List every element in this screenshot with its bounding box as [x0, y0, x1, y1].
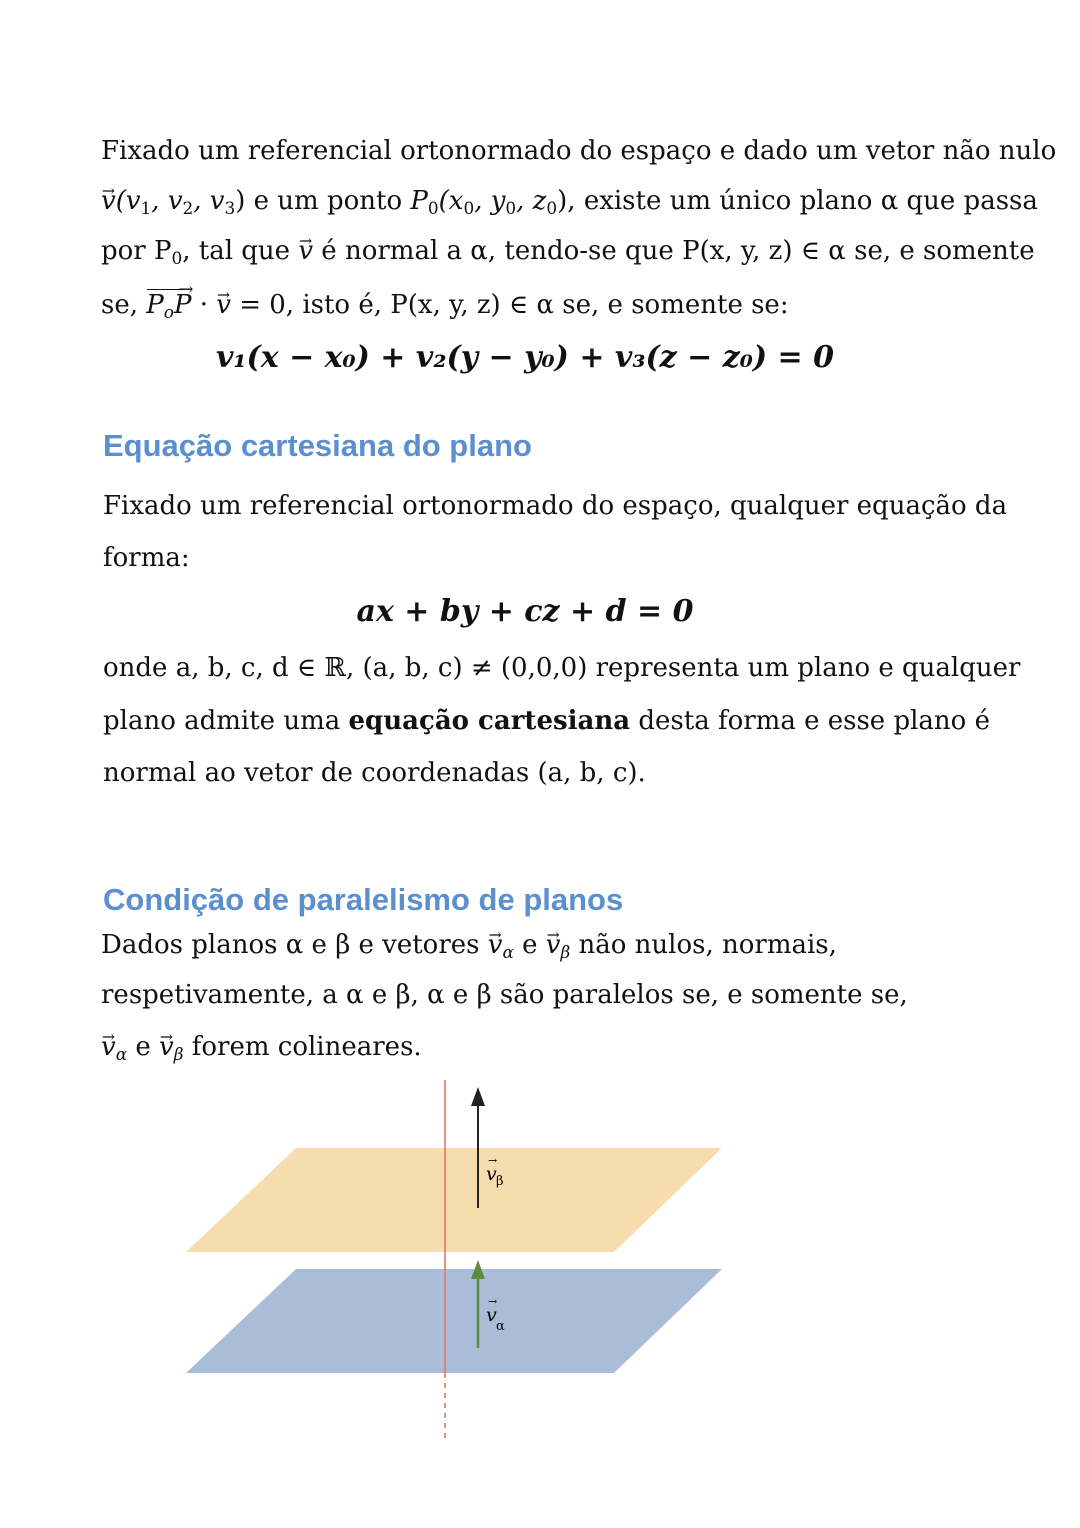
heading-parallel-condition: Condição de paralelismo de planos	[103, 882, 624, 917]
svg-text:α: α	[496, 1319, 505, 1334]
plane-alpha	[186, 1269, 722, 1373]
vector-beta-arrowhead	[471, 1087, 485, 1106]
cartesian-equation: ax + by + cz + d = 0	[356, 594, 694, 629]
svg-text:→: →	[488, 1295, 498, 1308]
intro-line-4: se, $P_oP$ → · → v = 0, isto é, P(x, y, z) ∈ α se, e somente se:	[101, 288, 789, 329]
intro-line-3: por $P_0$, tal que → v é normal a α, tendo-se que P(x, y, z) ∈ α se, e somente	[101, 234, 1035, 275]
plane-equation-point-normal: v₁(x − x₀) + v₂(y − y₀) + v₃(z − z₀) = 0	[215, 340, 835, 375]
term-cartesian-equation: equação cartesiana	[348, 706, 631, 736]
intro-line-2: → $v(v_1$, $v_2$, $v_3$) e um ponto $P_0(x_0$, $y_0$, $z_0$), existe um único plano α que passa	[101, 184, 1038, 225]
svg-text:v: v	[486, 1304, 497, 1326]
plane-beta	[186, 1148, 722, 1252]
svg-text:v: v	[486, 1163, 497, 1185]
vector-v: → v	[101, 184, 116, 218]
section2-line-2: respetivamente, a α e β, α e β são paralelos se, e somente se,	[101, 980, 908, 1010]
section1-line-2: forma:	[103, 543, 190, 573]
svg-text:β: β	[496, 1174, 504, 1189]
vector-p0p: $P_oP$ →	[146, 288, 191, 329]
parallel-planes-figure	[0, 1070, 1080, 1450]
section1-line-1: Fixado um referencial ortonormado do espaço, qualquer equação da	[103, 491, 1008, 521]
intro-line-1: Fixado um referencial ortonormado do espaço e dado um vetor não nulo	[101, 136, 1057, 166]
section2-line-1: Dados planos α e β e vetores → $v_\alpha$ $e \to v_\beta$ não nulos, normais,	[101, 928, 837, 969]
section2-line-3: → $v_\alpha$ $e \to v_\beta$ forem colineares.	[101, 1030, 422, 1071]
section1-line-4: plano admite uma equação cartesiana desta forma e esse plano é	[103, 706, 990, 736]
heading-cartesian-equation: Equação cartesiana do plano	[103, 428, 532, 463]
svg-text:→: →	[488, 1154, 498, 1167]
section1-line-3: onde a, b, c, d ∈ ℝ, (a, b, c) ≠ (0,0,0) representa um plano e qualquer	[103, 653, 1021, 683]
section1-line-5: normal ao vetor de coordenadas (a, b, c).	[103, 758, 646, 788]
